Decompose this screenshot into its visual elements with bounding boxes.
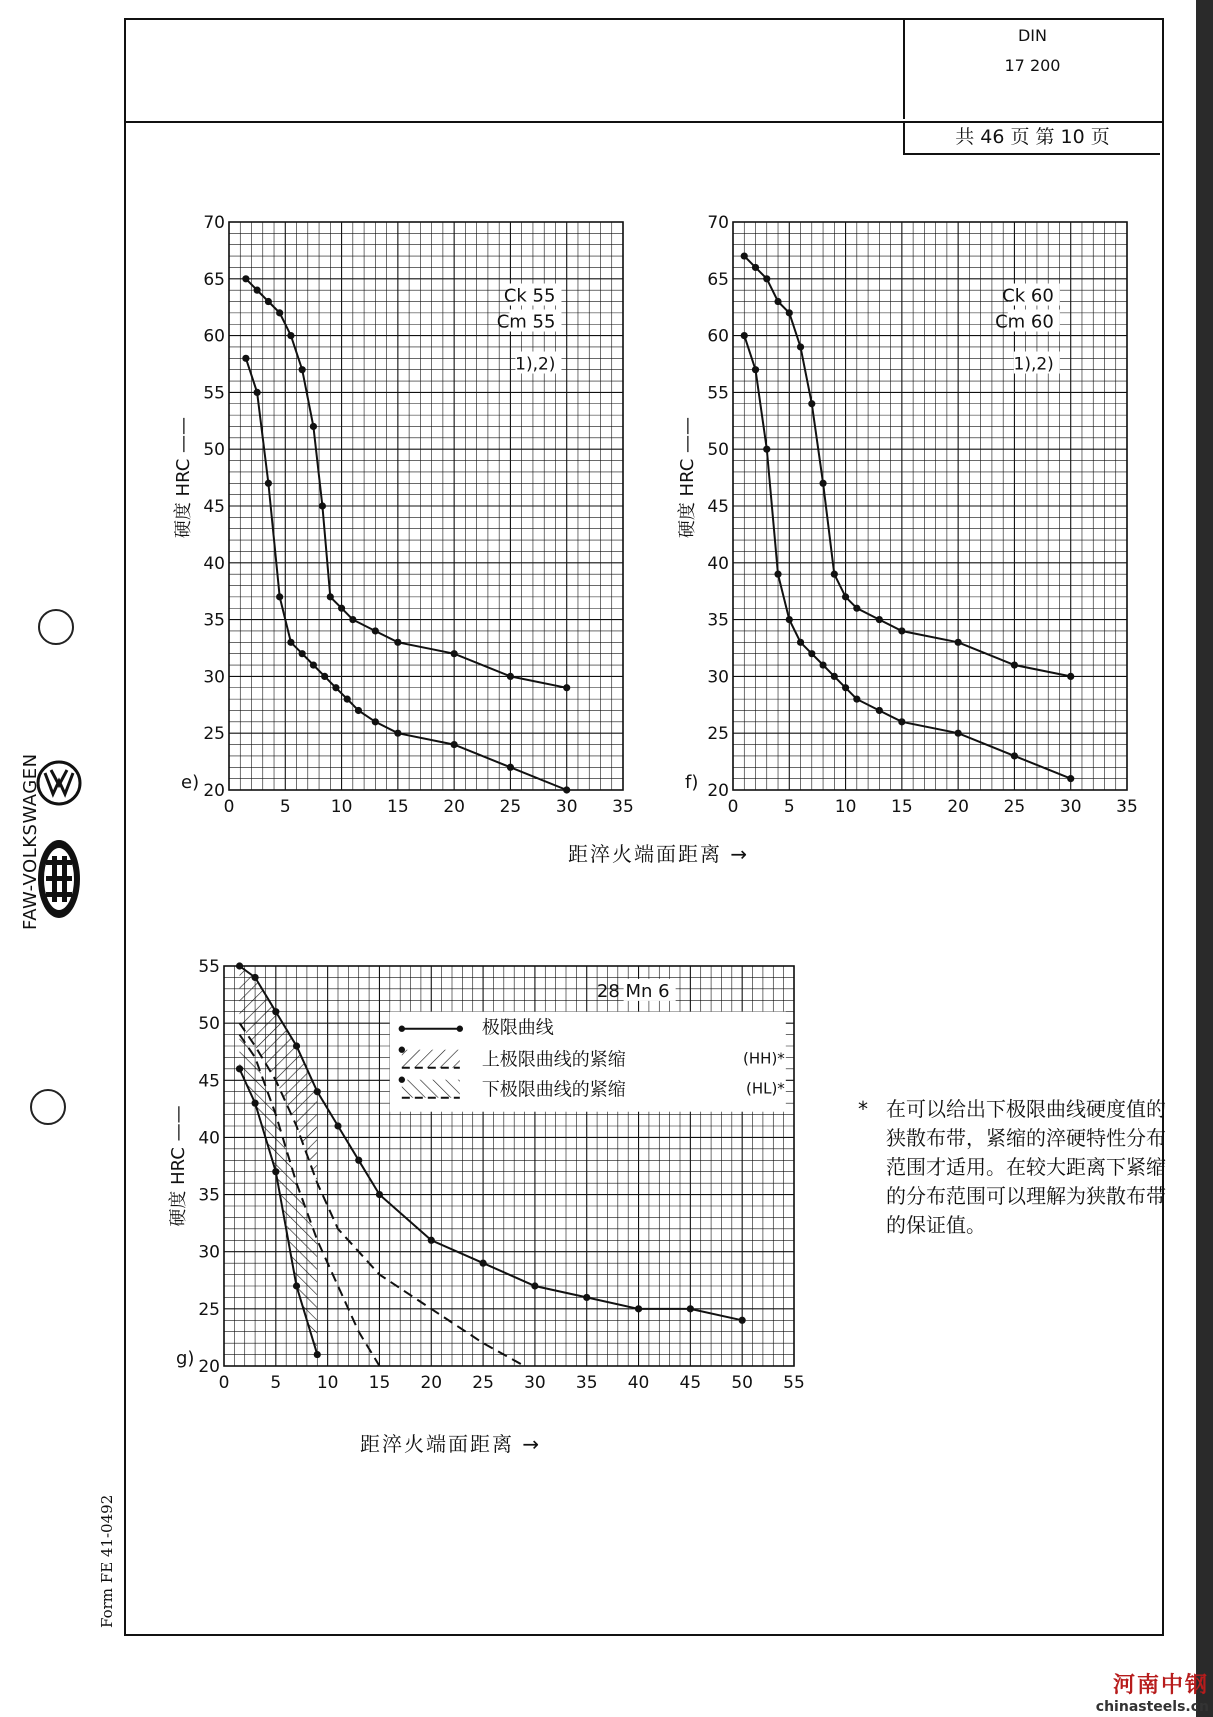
data-point: [1011, 661, 1018, 668]
y-tick-label: 25: [203, 724, 225, 745]
panel-label: e): [181, 772, 200, 793]
data-point: [955, 730, 962, 737]
data-point: [507, 673, 514, 680]
data-point: [265, 298, 272, 305]
data-point: [276, 593, 283, 600]
data-point: [254, 389, 261, 396]
x-tick-label: 45: [679, 1373, 702, 1393]
x-axis-title-bottom: 距淬火端面距离 →: [360, 1432, 542, 1456]
chart-e: [150, 200, 634, 840]
x-tick-label: 10: [316, 1373, 339, 1393]
data-point: [531, 1282, 538, 1289]
data-point: [774, 298, 781, 305]
y-tick-label: 60: [203, 326, 225, 347]
x-tick-label: 20: [443, 797, 465, 817]
y-tick-label: 25: [707, 724, 729, 745]
y-tick-label: 30: [203, 667, 225, 688]
data-point: [763, 446, 770, 453]
data-point: [299, 366, 306, 373]
y-tick-label: 40: [198, 1128, 220, 1149]
grade-label: Ck 60: [1002, 285, 1054, 307]
data-point: [265, 480, 272, 487]
data-point: [563, 786, 570, 793]
data-point: [819, 661, 826, 668]
watermark: [1096, 1668, 1209, 1715]
y-tick-label: 45: [203, 497, 225, 517]
data-point: [372, 627, 379, 634]
footnote-text: 在可以给出下极限曲线硬度值的狭散布带，紧缩的淬硬特性分布范围才适用。在较大距离下紧缩的分布范围可以理解为狭散布带的保证值。: [886, 1097, 1166, 1237]
x-tick-label: 5: [270, 1373, 282, 1393]
y-tick-label: 55: [707, 383, 729, 404]
x-tick-label: 25: [499, 797, 522, 817]
y-tick-label: 20: [198, 1357, 220, 1377]
form-number: Form FE 41-0492: [98, 1494, 116, 1628]
data-point: [451, 650, 458, 657]
x-tick-label: 25: [472, 1373, 494, 1393]
legend-label-lower: 下极限曲线的紧缩: [481, 1079, 626, 1101]
x-tick-label: 35: [612, 797, 634, 817]
legend-swatch-hatch: [402, 1050, 460, 1068]
y-tick-label: 40: [707, 553, 729, 574]
y-tick-label: 45: [198, 1071, 220, 1092]
standard-box: [903, 18, 1160, 119]
data-point: [428, 1237, 435, 1244]
data-point: [876, 616, 883, 623]
x-tick-label: 55: [783, 1373, 805, 1393]
data-point: [752, 366, 759, 373]
y-tick-label: 65: [707, 269, 729, 290]
data-point: [774, 571, 781, 578]
x-tick-label: 35: [1116, 797, 1138, 817]
panel-label: f): [685, 772, 699, 793]
scan-edge: [1196, 0, 1213, 1717]
data-point: [808, 400, 815, 407]
punch-hole: [38, 609, 74, 645]
legend-swatch-hatch: [402, 1080, 460, 1098]
data-point: [797, 639, 804, 646]
data-point: [752, 264, 759, 271]
standard-number: 17 200: [1004, 56, 1061, 75]
legend-label-upper: 上极限曲线的紧缩: [481, 1049, 626, 1071]
data-point: [786, 616, 793, 623]
panel-label: g): [176, 1348, 195, 1369]
x-tick-label: 30: [524, 1373, 546, 1393]
data-point: [786, 309, 793, 316]
data-point: [319, 502, 326, 509]
data-point: [1011, 752, 1018, 759]
y-tick-label: 30: [707, 667, 729, 688]
data-point: [1067, 775, 1074, 782]
x-tick-label: 20: [420, 1373, 443, 1393]
data-point: [276, 309, 283, 316]
data-point: [321, 673, 328, 680]
grade-label: Cm 55: [496, 311, 556, 333]
data-point: [853, 605, 860, 612]
x-tick-label: 50: [731, 1373, 754, 1393]
legend-swatch-point: [399, 1026, 405, 1032]
y-tick-label: 35: [203, 610, 225, 631]
chart-g: [150, 950, 870, 1410]
y-tick-label: 60: [707, 326, 729, 347]
y-tick-label: 50: [198, 1014, 220, 1035]
footnote: [858, 1095, 1168, 1240]
data-point: [338, 605, 345, 612]
y-tick-label: 30: [198, 1242, 220, 1263]
legend-swatch-point: [399, 1077, 405, 1083]
data-point: [332, 684, 339, 691]
data-point: [479, 1260, 486, 1267]
legend-code-upper: (HH)*: [743, 1049, 785, 1068]
data-point: [355, 707, 362, 714]
data-point: [583, 1294, 590, 1301]
watermark-url: chinasteels.cn: [1095, 1699, 1209, 1715]
data-point: [394, 639, 401, 646]
footnote-star: *: [858, 1097, 868, 1121]
footnote-label: 1),2): [515, 354, 556, 375]
x-tick-label: 20: [947, 797, 969, 817]
y-tick-label: 50: [707, 440, 729, 461]
data-point: [242, 275, 249, 282]
y-tick-label: 25: [198, 1299, 220, 1320]
y-tick-label: 20: [707, 781, 729, 801]
x-tick-label: 10: [330, 797, 353, 817]
data-point: [327, 593, 334, 600]
brand-text: FAW-VOLKSWAGEN: [20, 753, 41, 930]
legend-swatch-point: [399, 1047, 405, 1053]
data-point: [334, 1122, 341, 1129]
data-point: [287, 639, 294, 646]
y-tick-label: 35: [198, 1185, 220, 1206]
y-tick-label: 70: [203, 213, 225, 233]
x-tick-label: 15: [891, 797, 913, 817]
x-tick-label: 35: [575, 1373, 598, 1393]
data-point: [344, 696, 351, 703]
data-point: [741, 332, 748, 339]
chart-f: [654, 200, 1138, 840]
y-tick-label: 55: [198, 957, 220, 977]
data-point: [355, 1157, 362, 1164]
standard-label: DIN: [1017, 26, 1047, 45]
data-point: [955, 639, 962, 646]
data-point: [563, 684, 570, 691]
data-point: [310, 661, 317, 668]
x-tick-label: 40: [627, 1373, 650, 1393]
data-point: [1067, 673, 1074, 680]
data-point: [898, 627, 905, 634]
y-tick-label: 45: [707, 497, 729, 517]
data-point: [898, 718, 905, 725]
x-tick-label: 15: [387, 797, 409, 817]
data-point: [299, 650, 306, 657]
data-point: [372, 718, 379, 725]
y-tick-label: 40: [203, 553, 225, 574]
data-point: [808, 650, 815, 657]
y-tick-label: 35: [707, 610, 729, 631]
x-tick-label: 0: [223, 797, 235, 817]
x-tick-label: 30: [555, 797, 578, 817]
y-tick-label: 65: [203, 269, 225, 290]
data-point: [451, 741, 458, 748]
data-point: [831, 571, 838, 578]
y-tick-label: 70: [707, 213, 729, 233]
y-tick-label: 50: [203, 440, 225, 461]
grade-label: 28 Mn 6: [596, 980, 670, 1002]
data-point: [842, 593, 849, 600]
data-point: [376, 1191, 383, 1198]
legend-label-limit: 极限曲线: [481, 1017, 554, 1039]
data-point: [819, 480, 826, 487]
punch-hole: [30, 1089, 66, 1125]
data-point: [876, 707, 883, 714]
series-line-lower: [744, 336, 1070, 779]
x-tick-label: 0: [727, 797, 739, 817]
x-tick-label: 0: [218, 1373, 230, 1393]
data-point: [635, 1305, 642, 1312]
y-tick-label: 55: [203, 383, 225, 404]
grade-label: Cm 60: [995, 311, 1054, 333]
x-tick-label: 5: [279, 797, 291, 817]
x-tick-label: 25: [1003, 797, 1026, 817]
y-axis-title: 硬度 HRC ——: [168, 1105, 189, 1227]
data-point: [254, 287, 261, 294]
data-point: [797, 343, 804, 350]
data-point: [310, 423, 317, 430]
data-point: [741, 252, 748, 259]
data-point: [763, 275, 770, 282]
page-info: 共 46 页 第 10 页: [903, 121, 1160, 155]
y-axis-title: 硬度 HRC ——: [677, 417, 698, 539]
legend-code-lower: (HL)*: [745, 1079, 785, 1098]
x-tick-label: 10: [834, 797, 857, 817]
grade-label: Ck 55: [503, 285, 556, 307]
x-axis-title-top: 距淬火端面距离 →: [568, 842, 750, 866]
legend-swatch-point: [457, 1026, 463, 1032]
x-tick-label: 5: [783, 797, 795, 817]
data-point: [394, 730, 401, 737]
x-tick-label: 30: [1059, 797, 1082, 817]
data-point: [831, 673, 838, 680]
data-point: [739, 1317, 746, 1324]
data-point: [842, 684, 849, 691]
data-point: [687, 1305, 694, 1312]
y-tick-label: 20: [203, 781, 225, 801]
footnote-label: 1),2): [1013, 354, 1054, 375]
y-axis-title: 硬度 HRC ——: [173, 417, 194, 539]
data-point: [287, 332, 294, 339]
watermark-name: 河南中钢: [1112, 1673, 1209, 1698]
data-point: [349, 616, 356, 623]
data-point: [242, 355, 249, 362]
data-point: [853, 696, 860, 703]
data-point: [507, 764, 514, 771]
x-tick-label: 15: [368, 1373, 391, 1393]
